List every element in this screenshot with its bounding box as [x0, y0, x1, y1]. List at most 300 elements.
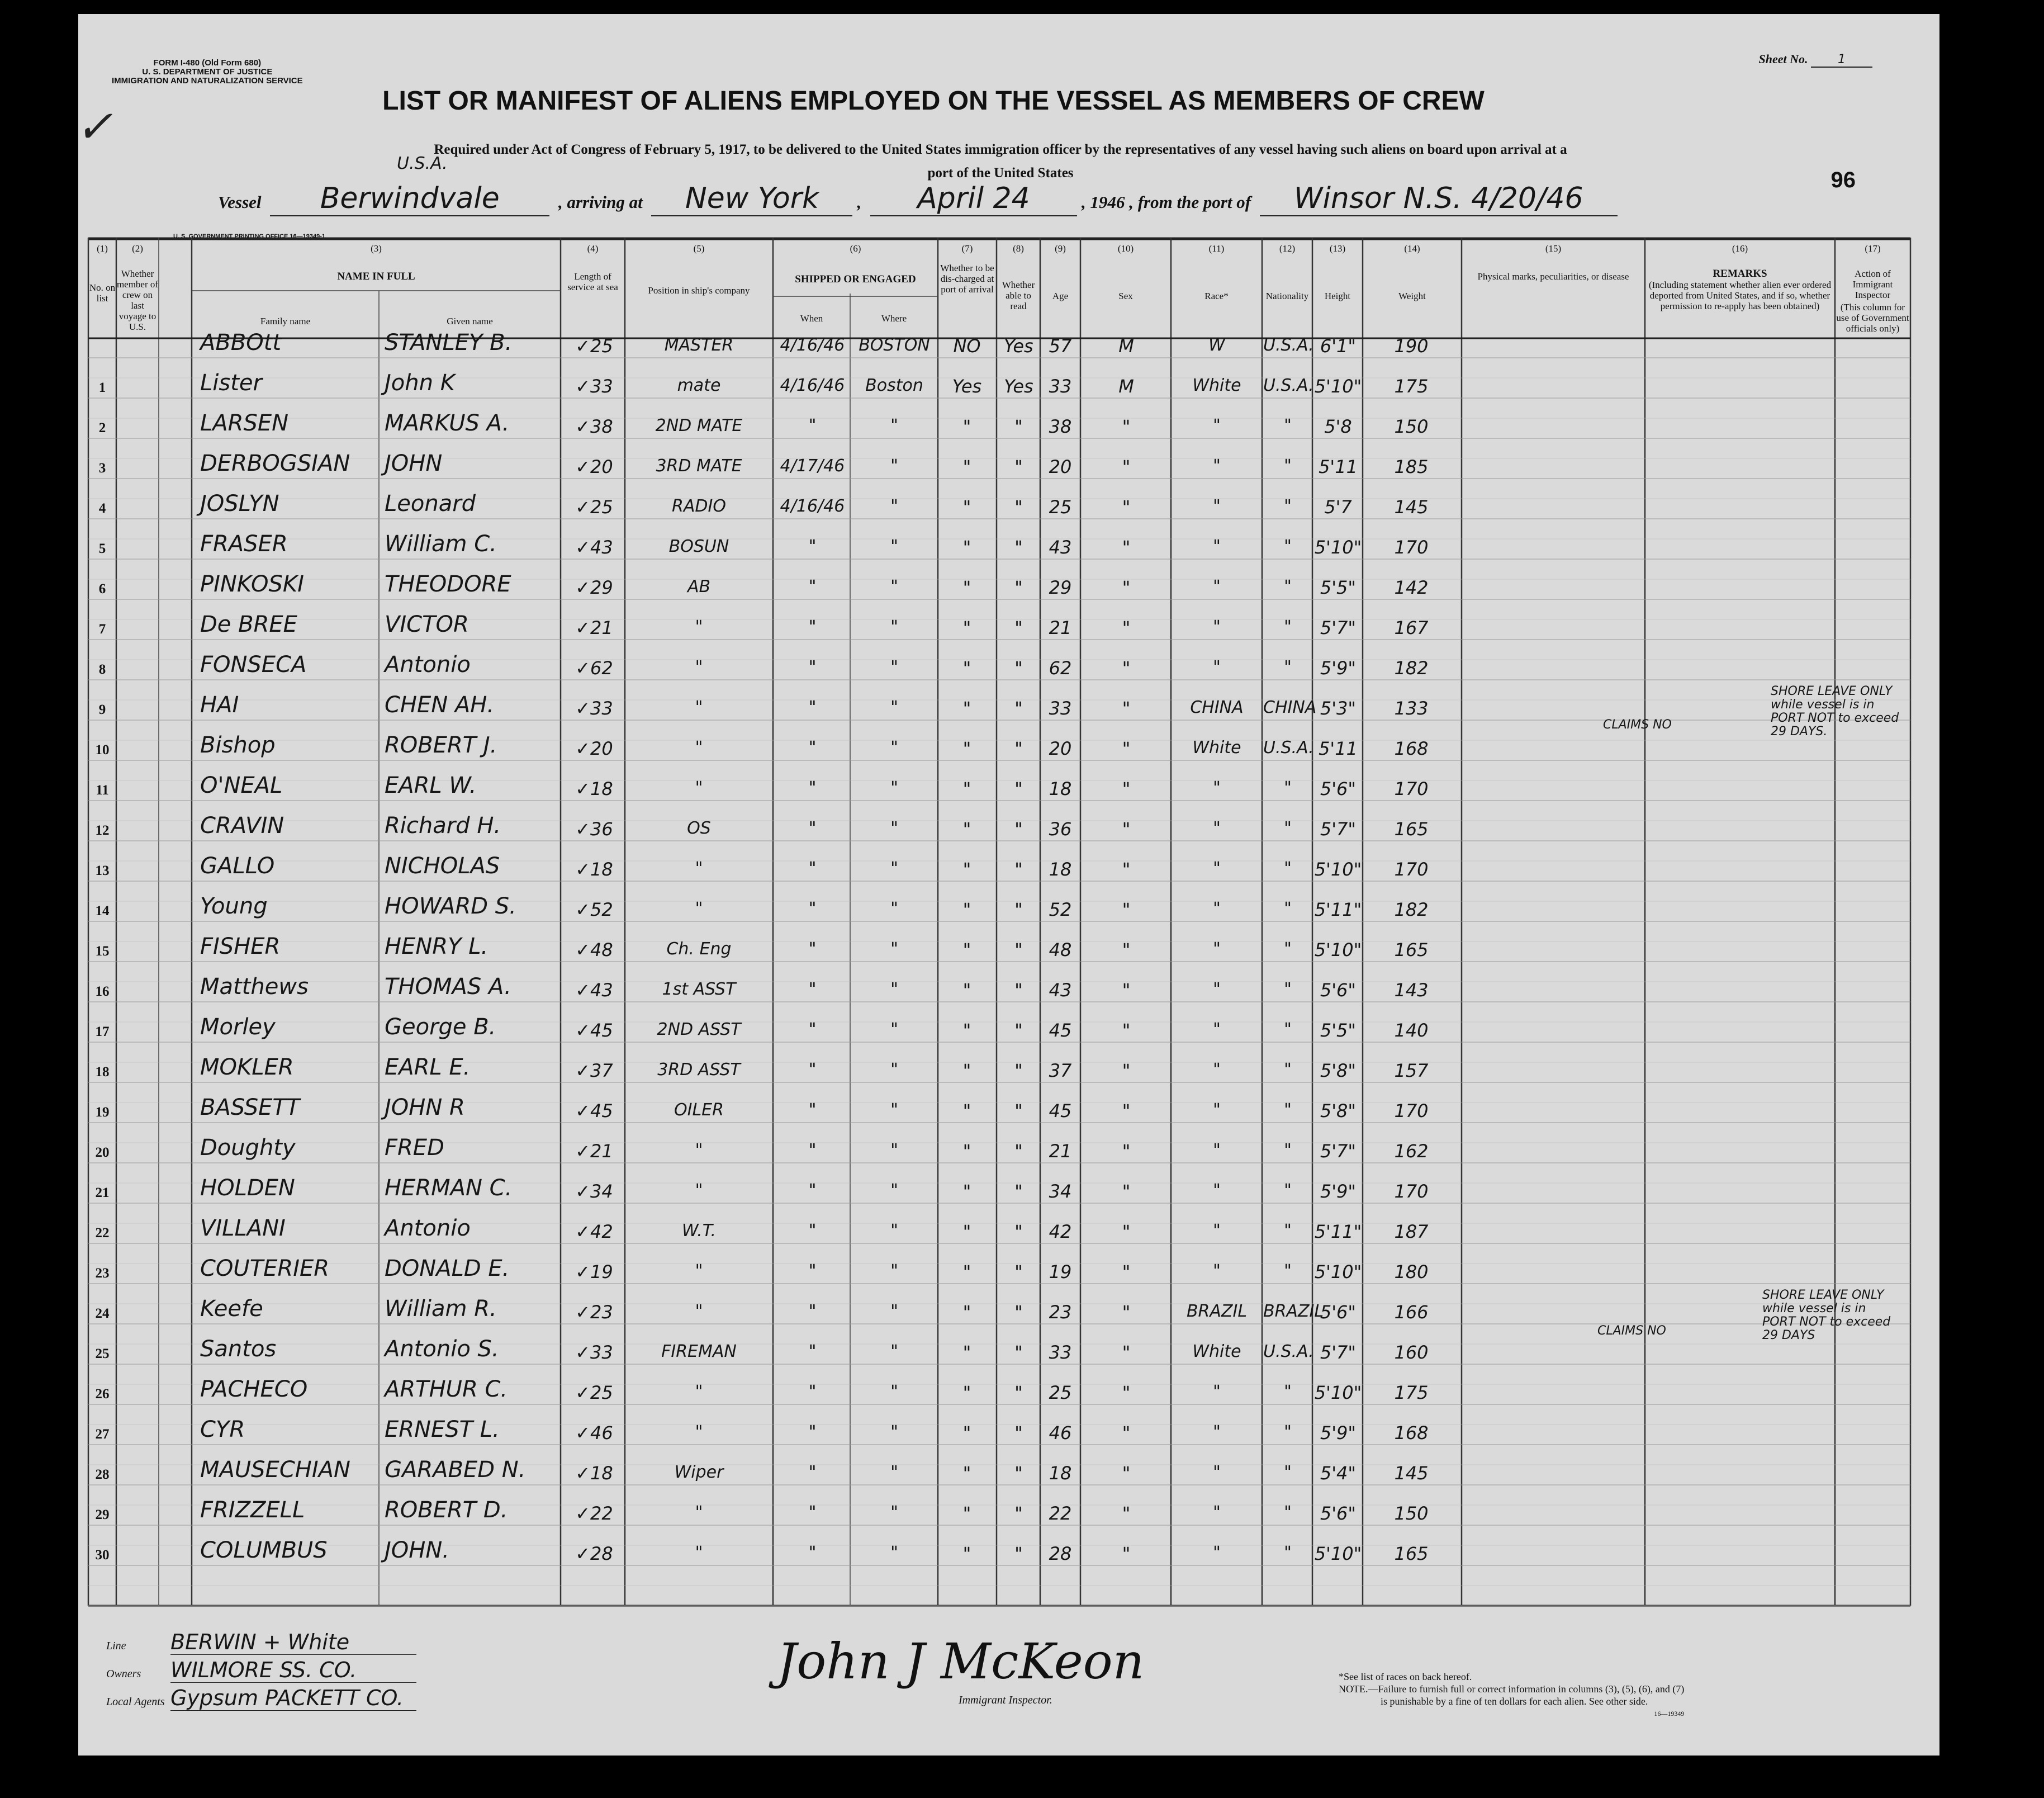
row-number: 29 — [95, 1507, 110, 1522]
cell-height: 5'8 — [1324, 416, 1352, 437]
form-no-text: FORM I-480 (Old Form 680) — [153, 58, 262, 68]
action-2-line: 29 DAYS — [1762, 1328, 1815, 1342]
cell-service: ✓36 — [575, 818, 613, 840]
cell-age: 34 — [1049, 1181, 1072, 1202]
row-number: 7 — [98, 622, 106, 637]
cell-position: 1st ASST — [662, 980, 736, 999]
cell-age: 23 — [1049, 1302, 1072, 1323]
cell-height: 5'5" — [1320, 1020, 1357, 1041]
cell-when: " — [808, 1543, 817, 1563]
cell-given: EARL W. — [385, 773, 477, 798]
cell-when: " — [808, 1221, 817, 1241]
cell-sex: " — [1122, 1463, 1131, 1484]
cell-where: " — [890, 1060, 898, 1080]
page-number: 96 — [1830, 168, 1856, 192]
cell-height: 5'6" — [1320, 778, 1357, 799]
cell-age: 25 — [1049, 496, 1072, 518]
row-number: 17 — [95, 1024, 110, 1039]
cell-weight: 187 — [1394, 1221, 1429, 1242]
cell-weight: 142 — [1394, 577, 1429, 598]
cell-when: " — [808, 738, 817, 758]
cell-position: OILER — [674, 1100, 724, 1120]
cell-weight: 190 — [1394, 335, 1429, 357]
cell-disch: " — [962, 456, 971, 477]
cell-where: " — [890, 617, 898, 637]
cell-position: " — [695, 657, 703, 677]
row-number: 5 — [98, 541, 106, 556]
cell-race: " — [1213, 416, 1221, 436]
row-number: 27 — [95, 1427, 110, 1442]
cell-position: 2ND ASST — [657, 1020, 741, 1039]
cell-race: " — [1213, 1261, 1221, 1281]
cell-race: " — [1213, 1503, 1221, 1522]
cell-family: PACHECO — [200, 1376, 308, 1402]
cell-read: " — [1014, 416, 1023, 437]
cell-read: " — [1014, 496, 1023, 518]
cell-sex: " — [1122, 1100, 1131, 1122]
cell-nat: " — [1284, 1181, 1292, 1200]
row-number: 30 — [95, 1548, 110, 1563]
row-number: 20 — [95, 1145, 110, 1160]
cell-disch: " — [962, 1100, 971, 1122]
cell-service: ✓34 — [575, 1181, 613, 1202]
cell-sex: " — [1122, 657, 1131, 679]
cell-given: MARKUS A. — [385, 410, 510, 436]
cell-age: 45 — [1049, 1020, 1072, 1041]
cell-family: Bishop — [200, 732, 276, 758]
cell-race: " — [1213, 899, 1221, 919]
cell-nat: " — [1284, 1221, 1292, 1241]
cell-given: THEODORE — [385, 571, 511, 597]
cell-height: 5'7" — [1320, 818, 1357, 840]
cell-given: George B. — [385, 1014, 496, 1040]
cell-sex: " — [1122, 456, 1131, 477]
cell-age: 62 — [1049, 657, 1072, 679]
cell-where: " — [890, 939, 898, 959]
cell-height: 5'6" — [1320, 980, 1357, 1001]
cell-service: ✓43 — [575, 537, 613, 558]
action-1-line: PORT NOT to exceed — [1771, 711, 1899, 725]
cell-age: 37 — [1049, 1060, 1072, 1081]
agents-value: Gypsum PACKETT CO. — [170, 1686, 416, 1711]
row-number: 18 — [95, 1064, 110, 1080]
cell-read: " — [1014, 818, 1023, 840]
arriving-label: , arriving at — [558, 192, 643, 212]
cell-when: " — [808, 1060, 817, 1080]
cell-weight: 162 — [1394, 1141, 1429, 1162]
cell-disch: " — [962, 738, 971, 759]
header-weight: Weight — [1398, 291, 1426, 301]
cell-sex: M — [1118, 376, 1134, 397]
cell-when: " — [808, 577, 817, 597]
cell-disch: " — [962, 1221, 971, 1242]
cell-nat: " — [1284, 939, 1292, 959]
cell-disch: " — [962, 859, 971, 880]
action-1-line: 29 DAYS. — [1771, 725, 1828, 739]
vessel-label: Vessel — [218, 192, 262, 212]
cell-read: " — [1014, 1181, 1023, 1202]
cell-weight: 143 — [1394, 980, 1429, 1001]
cell-sex: " — [1122, 939, 1131, 960]
header-crew-last-voyage: Whether member of crew on last voyage to U.S. — [116, 268, 159, 332]
header-length-of-service: Length of service at sea — [567, 271, 618, 292]
cell-position: mate — [677, 376, 721, 395]
cell-when: " — [808, 899, 817, 919]
cell-age: 38 — [1049, 416, 1072, 437]
form-number — [112, 59, 303, 86]
cell-read: " — [1014, 980, 1023, 1001]
cell-service: ✓25 — [575, 496, 613, 518]
cell-height: 5'7" — [1320, 1141, 1357, 1162]
cell-position: " — [695, 899, 703, 919]
cell-given: CHEN AH. — [385, 692, 495, 718]
cell-when: " — [808, 657, 817, 677]
cell-where: " — [890, 1181, 898, 1200]
cell-age: 20 — [1049, 738, 1072, 759]
cell-given: Richard H. — [385, 813, 501, 839]
form-code: 16—19349 — [1654, 1710, 1685, 1717]
footnote-races: *See list of races on back hereof. — [1339, 1671, 1472, 1682]
row-number: 14 — [95, 903, 110, 919]
cell-read: " — [1014, 778, 1023, 799]
from-port-field: Winsor N.S. 4/20/46 — [1260, 182, 1618, 216]
row-number: 8 — [98, 662, 106, 677]
cell-family: HAI — [200, 692, 239, 718]
cell-nat: " — [1284, 456, 1292, 476]
cell-height: 5'7" — [1320, 1342, 1357, 1363]
cell-family: Doughty — [200, 1135, 296, 1161]
cell-sex: " — [1122, 1422, 1131, 1444]
cell-race: " — [1213, 1422, 1221, 1442]
cell-height: 5'11" — [1314, 1221, 1362, 1242]
cell-when: " — [808, 1503, 817, 1522]
cell-weight: 140 — [1394, 1020, 1429, 1041]
cell-sex: " — [1122, 1181, 1131, 1202]
cell-disch: NO — [953, 335, 981, 357]
cell-family: O'NEAL — [200, 773, 283, 798]
cell-disch: " — [962, 1382, 971, 1403]
cell-when: " — [808, 1141, 817, 1160]
header-where: Where — [881, 313, 907, 324]
vessel-line: Vessel Berwindvale , arriving at New York , April 24 , 1946 , from the port of Winsor N.S. 4/20/46 — [218, 182, 1622, 216]
cell-where: " — [890, 1503, 898, 1522]
cell-where: " — [890, 980, 898, 999]
cell-when: " — [808, 1422, 817, 1442]
line-field — [106, 1630, 416, 1655]
header-given-name: Given name — [447, 316, 493, 327]
row-number: 11 — [96, 783, 109, 798]
row-number: 15 — [95, 944, 110, 959]
cell-family: CYR — [200, 1417, 245, 1442]
manifest-sheet — [75, 14, 1939, 1756]
header-position: Position in ship's company — [648, 285, 750, 296]
cell-family: MOKLER — [200, 1054, 294, 1080]
cell-where: " — [890, 496, 898, 516]
cell-given: JOHN. — [385, 1537, 449, 1563]
cell-when: " — [808, 1302, 817, 1321]
cell-read: " — [1014, 617, 1023, 638]
cell-disch: " — [962, 657, 971, 679]
cell-position: " — [695, 1503, 703, 1522]
cell-where: " — [890, 1543, 898, 1563]
cell-position: MASTER — [664, 335, 734, 355]
cell-where: " — [890, 1422, 898, 1442]
cell-age: 52 — [1049, 899, 1072, 920]
cell-position: " — [695, 698, 703, 717]
cell-sex: " — [1122, 1060, 1131, 1081]
cell-read: " — [1014, 738, 1023, 759]
cell-weight: 167 — [1394, 617, 1429, 638]
cell-nat: " — [1284, 1261, 1292, 1281]
cell-family: MAUSECHIAN — [200, 1457, 350, 1483]
cell-position: FIREMAN — [661, 1342, 737, 1361]
cell-age: 18 — [1049, 1463, 1072, 1484]
cell-service: ✓19 — [575, 1261, 613, 1283]
column-number: (1) — [97, 243, 108, 254]
cell-age: 21 — [1049, 1141, 1072, 1162]
cell-height: 6'1" — [1320, 335, 1357, 357]
agents-label: Local Agents — [106, 1696, 165, 1708]
header-inspector-action: Action of Immigrant Inspector — [1852, 268, 1893, 300]
cell-given: Antonio — [385, 652, 471, 678]
cell-family: Young — [200, 893, 268, 919]
cell-position: " — [695, 1181, 703, 1200]
cell-age: 33 — [1049, 1342, 1072, 1363]
cell-weight: 185 — [1394, 456, 1429, 477]
header-remarks: REMARKS — [1713, 268, 1767, 280]
cell-race: " — [1213, 456, 1221, 476]
cell-height: 5'10" — [1314, 1382, 1362, 1403]
cell-service: ✓20 — [575, 738, 613, 759]
cell-race: " — [1213, 1382, 1221, 1402]
cell-family: BASSETT — [200, 1095, 300, 1120]
cell-service: ✓25 — [575, 1382, 613, 1403]
column-number: (16) — [1732, 243, 1748, 254]
cell-nat: " — [1284, 657, 1292, 677]
cell-sex: " — [1122, 1302, 1131, 1323]
cell-disch: " — [962, 496, 971, 518]
cell-height: 5'10" — [1314, 1543, 1362, 1564]
cell-where: " — [890, 456, 898, 476]
table-grid-lines — [88, 238, 1910, 1624]
column-number: (6) — [850, 243, 861, 254]
cell-read: Yes — [1004, 335, 1033, 357]
cell-family: COUTERIER — [200, 1256, 330, 1281]
cell-given: JOHN R — [385, 1095, 465, 1120]
cell-sex: " — [1122, 1221, 1131, 1242]
cell-race: " — [1213, 617, 1221, 637]
cell-where: " — [890, 899, 898, 919]
cell-given: JOHN — [385, 451, 443, 476]
cell-when: " — [808, 416, 817, 436]
cell-nat: " — [1284, 899, 1292, 919]
footnotes — [1339, 1671, 1684, 1720]
cell-nat: " — [1284, 617, 1292, 637]
cell-race: " — [1213, 1100, 1221, 1120]
cell-nat: " — [1284, 778, 1292, 798]
header-no-on-list: No. on list — [89, 282, 116, 304]
cell-position: Wiper — [674, 1463, 724, 1482]
column-number: (3) — [371, 243, 382, 254]
header-name-in-full: NAME IN FULL — [337, 271, 415, 282]
cell-race: " — [1213, 980, 1221, 999]
cell-when: " — [808, 859, 817, 878]
cell-height: 5'8" — [1320, 1100, 1357, 1122]
cell-weight: 170 — [1394, 537, 1429, 558]
cell-sex: " — [1122, 1141, 1131, 1162]
header-discharged: Whether to be dis-charged at port of arrival — [940, 263, 994, 295]
cell-weight: 133 — [1394, 698, 1429, 719]
cell-weight: 168 — [1394, 1422, 1429, 1444]
cell-position: OS — [687, 818, 711, 838]
cell-where: " — [890, 1261, 898, 1281]
cell-where: " — [890, 738, 898, 758]
cell-race: White — [1192, 1342, 1241, 1361]
cell-service: ✓43 — [575, 980, 613, 1001]
column-number: (14) — [1404, 243, 1420, 254]
cell-weight: 170 — [1394, 1100, 1429, 1122]
cell-when: 4/16/46 — [780, 335, 845, 355]
cell-nat: " — [1284, 1463, 1292, 1482]
cell-height: 5'11 — [1319, 456, 1358, 477]
cell-nat: U.S.A. — [1263, 1342, 1314, 1361]
header-remarks-detail: (Including statement whether alien ever ordered deported from United States, and if so, whether permission to re-apply has been obtained) — [1648, 280, 1832, 311]
cell-sex: " — [1122, 1543, 1131, 1564]
cell-disch: " — [962, 577, 971, 598]
cell-disch: " — [962, 1060, 971, 1081]
cell-weight: 180 — [1394, 1261, 1429, 1283]
cell-weight: 166 — [1394, 1302, 1429, 1323]
cell-family: GALLO — [200, 853, 275, 879]
cell-nat: " — [1284, 859, 1292, 878]
cell-family: Morley — [200, 1014, 276, 1040]
cell-disch: " — [962, 416, 971, 437]
cell-given: ROBERT D. — [385, 1497, 508, 1523]
cell-when: 4/17/46 — [780, 456, 845, 476]
cell-disch: " — [962, 818, 971, 840]
cell-where: " — [890, 859, 898, 878]
row-number: 21 — [95, 1185, 110, 1200]
cell-family: FRASER — [200, 531, 288, 557]
cell-weight: 165 — [1394, 1543, 1429, 1564]
cell-service: ✓18 — [575, 778, 613, 799]
cell-nat: U.S.A. — [1263, 335, 1314, 355]
cell-height: 5'6" — [1320, 1302, 1357, 1323]
row-number: 16 — [95, 984, 110, 999]
cell-age: 28 — [1049, 1543, 1072, 1564]
cell-sex: " — [1122, 698, 1131, 719]
cell-family: ABBOtt — [200, 330, 282, 356]
cell-nat: " — [1284, 1060, 1292, 1080]
cell-race: " — [1213, 1020, 1221, 1039]
cell-read: " — [1014, 899, 1023, 920]
cell-where: " — [890, 1141, 898, 1160]
row-number: 2 — [98, 420, 106, 436]
header-nationality: Nationality — [1265, 291, 1309, 301]
row-number: 26 — [95, 1387, 110, 1402]
cell-disch: Yes — [952, 376, 982, 397]
cell-family: FRIZZELL — [200, 1497, 305, 1523]
usa-insert: U.S.A. — [397, 154, 448, 173]
cell-service: ✓46 — [575, 1422, 613, 1444]
cell-race: " — [1213, 537, 1221, 556]
cell-age: 18 — [1049, 778, 1072, 799]
cell-nat: " — [1284, 1382, 1292, 1402]
cell-nat: " — [1284, 980, 1292, 999]
cell-where: " — [890, 577, 898, 597]
cell-sex: " — [1122, 416, 1131, 437]
cell-age: 48 — [1049, 939, 1072, 960]
header-inspector-action-detail: (This column for use of Government officials only) — [1836, 302, 1909, 334]
header-when: When — [800, 313, 823, 324]
header-family-name: Family name — [260, 316, 311, 327]
cell-read: " — [1014, 1382, 1023, 1403]
cell-family: Lister — [200, 370, 262, 396]
cell-weight: 170 — [1394, 1181, 1429, 1202]
cell-position: 2ND MATE — [655, 416, 743, 436]
arrival-port-field: New York — [651, 182, 852, 216]
header-height: Height — [1324, 291, 1351, 301]
cell-when: " — [808, 818, 817, 838]
cell-weight: 150 — [1394, 1503, 1429, 1524]
row-number: 3 — [98, 461, 106, 476]
cell-service: ✓42 — [575, 1221, 613, 1242]
cell-service: ✓48 — [575, 939, 613, 960]
cell-service: ✓22 — [575, 1503, 613, 1524]
cell-service: ✓23 — [575, 1302, 613, 1323]
column-number: (5) — [693, 243, 705, 254]
cell-age: 57 — [1049, 335, 1072, 357]
cell-where: " — [890, 818, 898, 838]
cell-given: VICTOR — [385, 612, 469, 637]
cell-service: ✓45 — [575, 1100, 613, 1122]
header-physical-marks: Physical marks, peculiarities, or disease — [1477, 271, 1629, 282]
cell-disch: " — [962, 1020, 971, 1041]
cell-nat: " — [1284, 496, 1292, 516]
cell-when: " — [808, 1382, 817, 1402]
column-number: (2) — [132, 243, 143, 254]
cell-nat: " — [1284, 537, 1292, 556]
cell-service: ✓52 — [575, 899, 613, 920]
cell-age: 19 — [1049, 1261, 1072, 1283]
cell-nat: " — [1284, 1422, 1292, 1442]
cell-service: ✓18 — [575, 859, 613, 880]
cell-where: " — [890, 1020, 898, 1039]
cell-position: " — [695, 1141, 703, 1160]
cell-race: " — [1213, 859, 1221, 878]
action-1-line: SHORE LEAVE ONLY — [1771, 684, 1893, 698]
cell-height: 5'5" — [1320, 577, 1357, 598]
cell-position: BOSUN — [668, 537, 729, 556]
action-2-line: SHORE LEAVE ONLY — [1762, 1288, 1884, 1302]
cell-age: 33 — [1049, 698, 1072, 719]
cell-sex: " — [1122, 738, 1131, 759]
cell-race: " — [1213, 577, 1221, 597]
agents-field — [106, 1686, 416, 1711]
cell-where: " — [890, 1221, 898, 1241]
cell-position: 3RD MATE — [656, 456, 742, 476]
cell-age: 21 — [1049, 617, 1072, 638]
cell-race: " — [1213, 1181, 1221, 1200]
cell-race: BRAZIL — [1186, 1302, 1248, 1321]
column-number: (10) — [1117, 243, 1134, 254]
cell-race: " — [1213, 1463, 1221, 1482]
cell-weight: 160 — [1394, 1342, 1429, 1363]
cell-service: ✓25 — [575, 335, 613, 357]
cell-weight: 145 — [1394, 1463, 1429, 1484]
inspector-signature: John J McKeon — [777, 1633, 1145, 1690]
sheet-value: 1 — [1811, 53, 1872, 68]
